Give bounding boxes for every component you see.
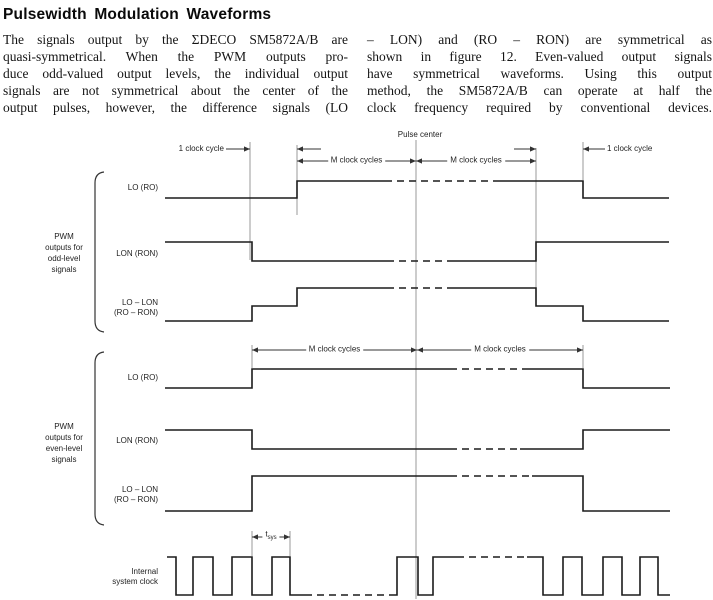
waveform-lo-ro-odd bbox=[165, 181, 385, 198]
waveform-lon-ron-even bbox=[165, 430, 450, 449]
signal-label-line: LO – LON bbox=[121, 298, 158, 307]
waveform-diff-odd bbox=[452, 288, 669, 321]
dimension-arrowhead bbox=[244, 146, 250, 151]
waveform-system-clock bbox=[167, 557, 305, 595]
group-label-line: outputs for bbox=[45, 433, 83, 442]
signal-label-line: (RO – RON) bbox=[114, 495, 158, 504]
waveform-lon-ron-odd bbox=[452, 242, 669, 261]
dimension-label: M clock cycles bbox=[447, 156, 505, 166]
body-text-line: quasi-symmetrical. When the PWM outputs pro- bbox=[3, 49, 348, 65]
dimension-arrowhead bbox=[297, 146, 303, 151]
group-label-line: PWM bbox=[54, 232, 74, 241]
dimension-label: M clock cycles bbox=[306, 345, 364, 355]
dimension-arrowhead bbox=[417, 347, 423, 352]
waveform-system-clock bbox=[527, 557, 670, 595]
dimension-arrowhead bbox=[252, 347, 258, 352]
body-text-line: signals are not symmetrical about the center of the bbox=[3, 83, 348, 99]
signal-label-odd-lon: LON (RON) bbox=[116, 249, 158, 258]
dimension-label: M clock cycles bbox=[471, 345, 529, 355]
dimension-label: $t_{sys}$ bbox=[262, 530, 279, 544]
dimension-arrowhead bbox=[583, 146, 589, 151]
signal-label-odd-diff bbox=[40, 298, 158, 318]
dimension-arrowhead bbox=[577, 347, 583, 352]
dimension-arrowhead bbox=[416, 158, 422, 163]
body-text-line: have symmetrical waveforms. Using this output bbox=[367, 66, 712, 82]
waveform-diff-odd bbox=[165, 288, 387, 321]
waveform-diff-even bbox=[165, 476, 450, 511]
waveform-diff-even bbox=[532, 476, 670, 511]
waveform-lo-ro-odd bbox=[495, 181, 669, 198]
waveform-system-clock bbox=[393, 557, 457, 595]
waveform-lon-ron-even bbox=[520, 430, 670, 449]
signal-label-even-lo: LO (RO) bbox=[127, 373, 158, 382]
waveform-lo-ro-even bbox=[528, 369, 670, 388]
dimension-arrowhead bbox=[530, 146, 536, 151]
waveform-lo-ro-even bbox=[165, 369, 450, 388]
body-text-line: The signals output by the ΣDECO SM5872A/B are bbox=[3, 32, 348, 47]
dimension-arrowhead bbox=[284, 534, 290, 539]
dimension-label: 1 clock cycle bbox=[178, 144, 224, 153]
signal-label-line: system clock bbox=[112, 577, 158, 586]
body-text-line: clock frequency required by conventional devices. bbox=[367, 100, 712, 116]
waveform-lon-ron-odd bbox=[165, 242, 387, 261]
signal-label-even-diff bbox=[40, 485, 158, 505]
dimension-label: M clock cycles bbox=[328, 156, 386, 166]
group-label-line: outputs for bbox=[45, 243, 83, 252]
signal-label-odd-lo: LO (RO) bbox=[127, 183, 158, 192]
group-label-line: even-level bbox=[45, 444, 83, 453]
group-label-line: PWM bbox=[54, 422, 74, 431]
signal-label-line: LO – LON bbox=[121, 485, 158, 494]
body-text-line: output pulses, however, the difference signals (LO bbox=[3, 100, 348, 116]
group-label-line: signals bbox=[51, 455, 77, 464]
signal-label-line: (RO – RON) bbox=[114, 308, 158, 317]
pulse-center-label: Pulse center bbox=[397, 130, 443, 139]
body-text-line: shown in figure 12. Even-valued output signals bbox=[367, 49, 712, 65]
body-text-line: – LON) and (RO – RON) are symmetrical as bbox=[367, 32, 712, 47]
group-label-line: odd-level bbox=[47, 254, 81, 263]
dimension-arrowhead bbox=[297, 158, 303, 163]
dimension-arrowhead bbox=[252, 534, 258, 539]
dimension-label: 1 clock cycle bbox=[607, 144, 653, 153]
signal-label-line: Internal bbox=[131, 567, 158, 576]
signal-label-even-lon: LON (RON) bbox=[116, 436, 158, 445]
group-label-line: signals bbox=[51, 265, 77, 274]
dimension-arrowhead bbox=[410, 158, 416, 163]
signal-label-system-clock bbox=[40, 567, 158, 587]
page-title: Pulsewidth Modulation Waveforms bbox=[3, 6, 272, 23]
body-text-line: method, the SM5872A/B can operate at half the bbox=[367, 83, 712, 99]
body-text-line: duce odd-valued output levels, the individual output bbox=[3, 66, 348, 82]
dimension-arrowhead bbox=[530, 158, 536, 163]
